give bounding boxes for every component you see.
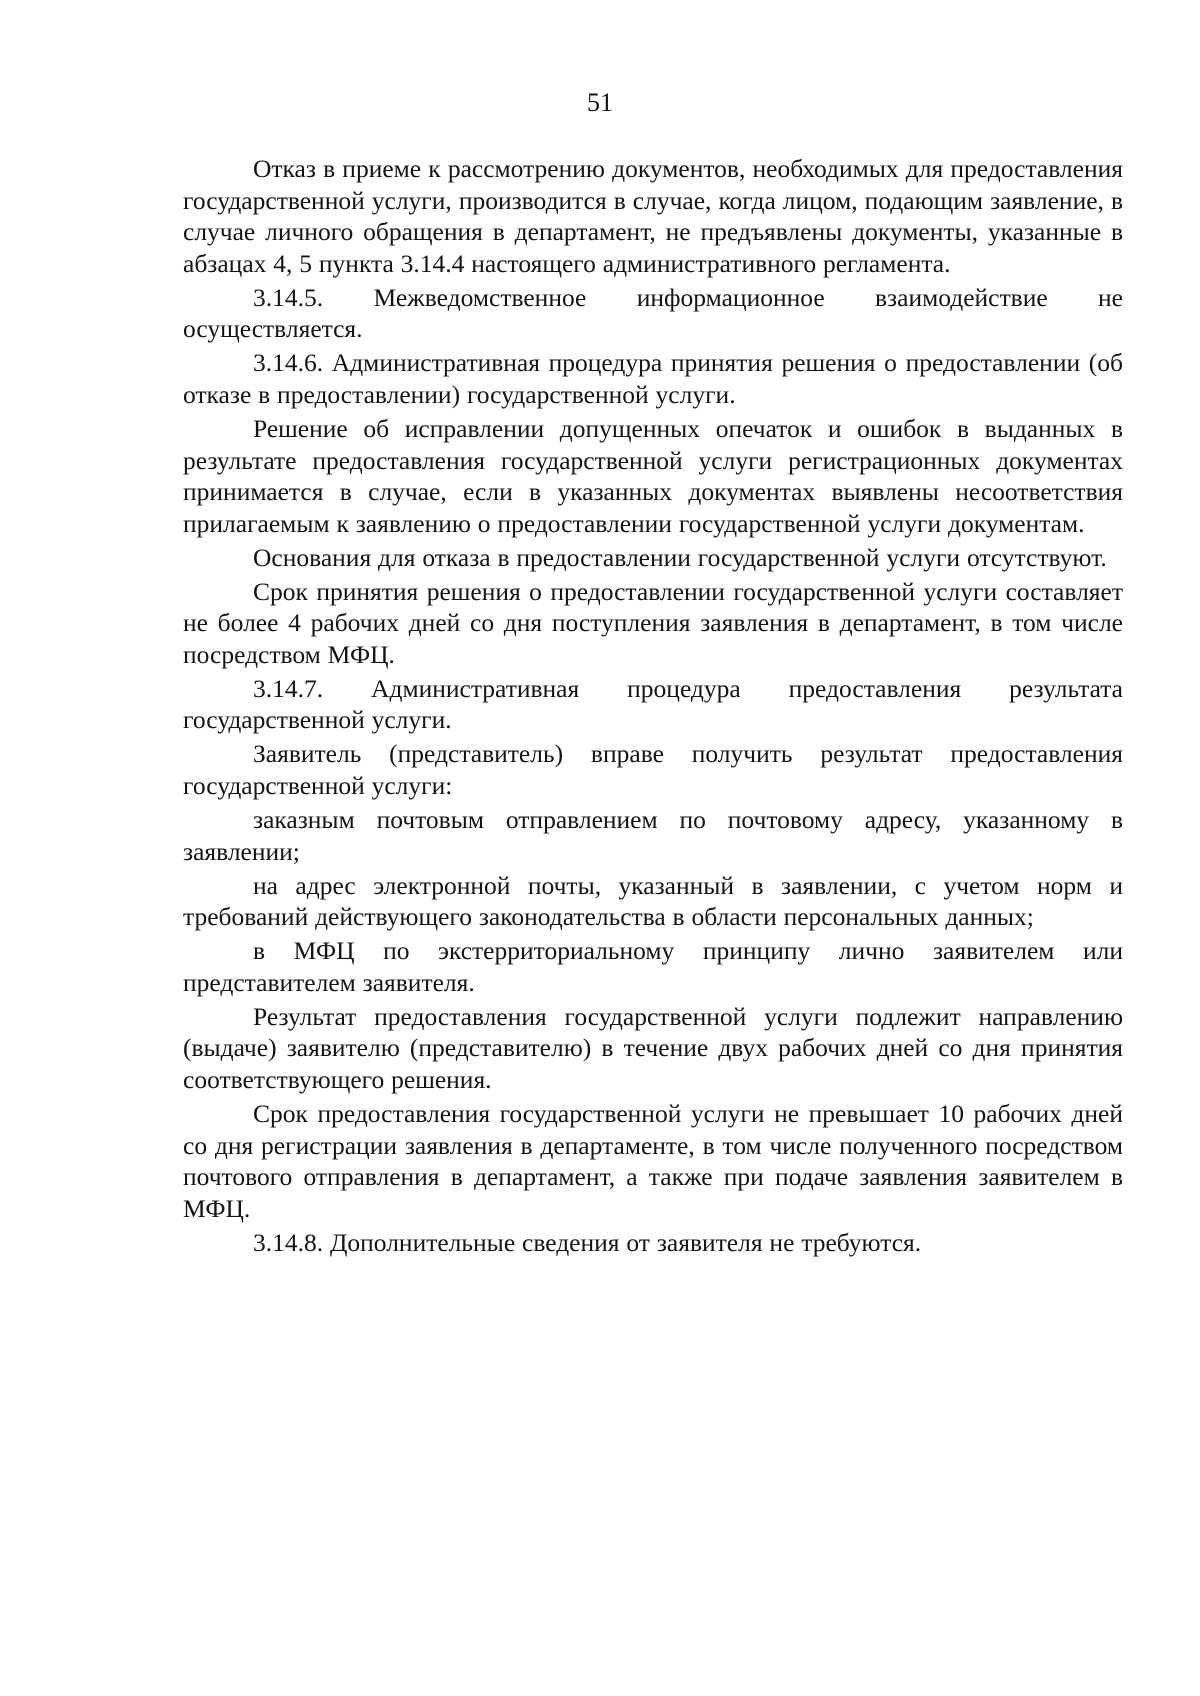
paragraph-3-14-6: 3.14.6. Административная процедура принятия решения о предоставлении (об отказе в предоставлении) государственной услуги. <box>183 348 1123 409</box>
paragraph-by-registered-mail: заказным почтовым отправлением по почтовому адресу, указанному в заявлении; <box>183 805 1123 866</box>
paragraph-by-email: на адрес электронной почты, указанный в заявлении, с учетом норм и требований действующего законодательства в области персональных данных; <box>183 870 1123 932</box>
page-number: 51 <box>587 88 613 117</box>
paragraph-refusal-reception: Отказ в приеме к рассмотрению документов, необходимых для предоставления государственной услуги, производится в случае, когда лицом, подающим заявление, в случае личного обращения в департамент, не предъявлены документы, указанные в абзацах 4, 5 пункта 3.14.4 настоящего административного регламента. <box>183 154 1123 278</box>
paragraph-decision-term: Срок принятия решения о предоставлении государственной услуги составляет не более 4 рабочих дней со дня поступления заявления в департамент, в том числе посредством МФЦ. <box>183 576 1123 669</box>
paragraph-at-mfc: в МФЦ по экстерриториальному принципу лично заявителем или представителем заявителя. <box>183 936 1123 997</box>
paragraph-refusal-grounds: Основания для отказа в предоставлении государственной услуги отсутствуют. <box>253 542 1107 572</box>
paragraph-result-delivery: Результат предоставления государственной услуги подлежит направлению (выдаче) заявителю (представителю) в течение двух рабочих дней со дня принятия соответствующего решения. <box>183 1001 1123 1094</box>
paragraph-service-term: Срок предоставления государственной услуги не превышает 10 рабочих дней со дня регистрации заявления в департаменте, в том числе полученного посредством почтового отправления в департамент, а также при подаче заявления заявителем в МФЦ. <box>183 1098 1123 1223</box>
paragraph-3-14-5: 3.14.5. Межведомственное информационное взаимодействие не осуществляется. <box>183 282 1123 344</box>
document-body <box>183 153 1123 1261</box>
paragraph-correction-decision: Решение об исправлении допущенных опечаток и ошибок в выданных в результате предоставления государственной услуги регистрационных документах принимается в случае, если в указанных документах выявлены несоответствия прилагаемым к заявлению о предоставлении государственной услуги документам. <box>183 413 1123 538</box>
paragraph-receive-result: Заявитель (представитель) вправе получить результат предоставления государственной услуги: <box>183 739 1123 801</box>
paragraph-3-14-7: 3.14.7. Административная процедура предоставления результата государственной услуги. <box>183 673 1123 735</box>
paragraph-3-14-8: 3.14.8. Дополнительные сведения от заявителя не требуются. <box>253 1227 922 1257</box>
